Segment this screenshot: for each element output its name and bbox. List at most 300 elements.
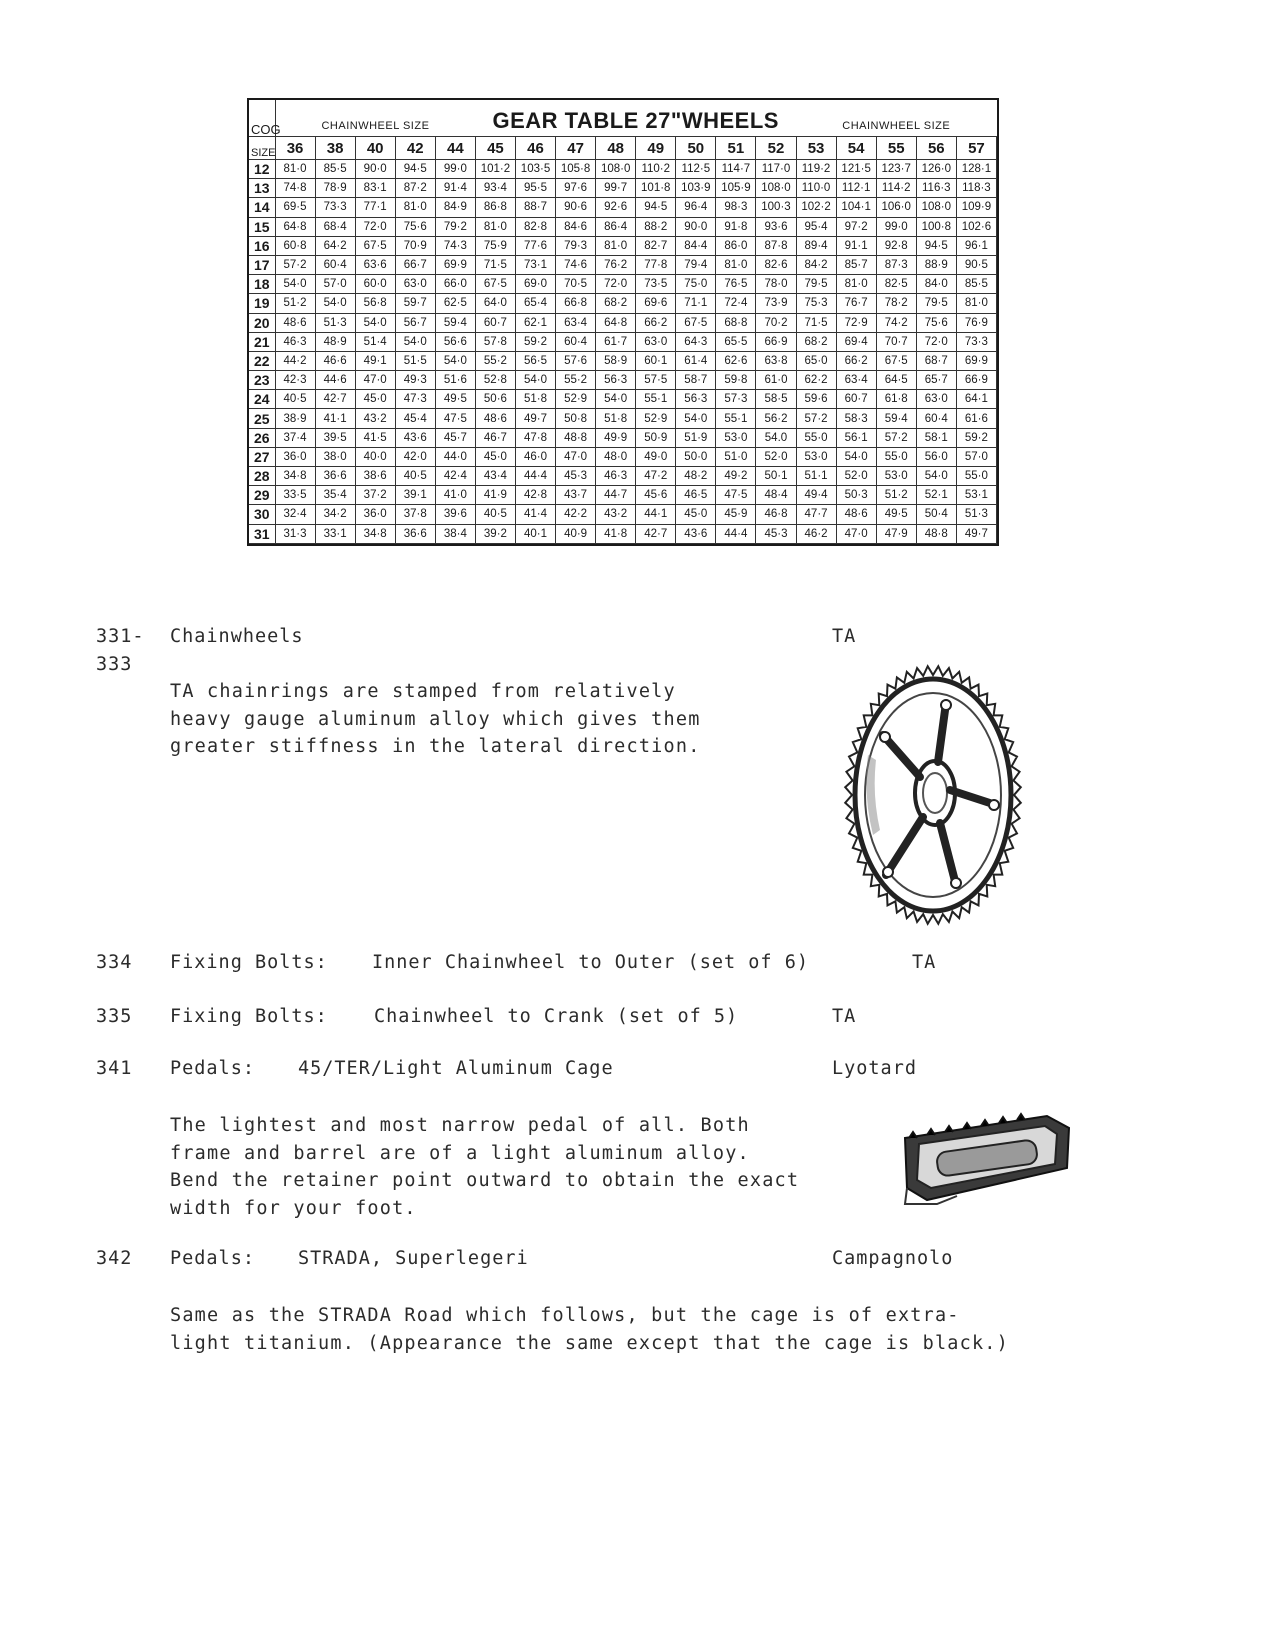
gear-value-cell: 66·9 xyxy=(756,332,796,351)
gear-value-cell: 44·7 xyxy=(596,486,636,505)
gear-value-cell: 93·6 xyxy=(756,217,796,236)
gear-value-cell: 54·0 xyxy=(435,351,475,370)
gear-value-cell: 45·4 xyxy=(395,409,435,428)
gear-value-cell: 96·1 xyxy=(956,236,996,255)
gear-value-cell: 49·7 xyxy=(956,524,996,543)
gear-value-cell: 53·0 xyxy=(716,428,756,447)
chainring-illustration-icon xyxy=(838,665,1020,925)
gear-value-cell: 63·8 xyxy=(756,351,796,370)
gear-value-cell: 59·2 xyxy=(515,332,555,351)
gear-value-cell: 48·2 xyxy=(676,467,716,486)
gear-value-cell: 75·6 xyxy=(395,217,435,236)
gear-value-cell: 44·0 xyxy=(435,447,475,466)
gear-value-cell: 96·4 xyxy=(676,198,716,217)
gear-table-body xyxy=(249,160,997,544)
gear-value-cell: 123·7 xyxy=(876,160,916,179)
gear-value-cell: 47·2 xyxy=(636,467,676,486)
gear-value-cell: 48·6 xyxy=(475,409,515,428)
gear-value-cell: 82·8 xyxy=(515,217,555,236)
gear-table-row xyxy=(249,313,997,332)
gear-value-cell: 47·5 xyxy=(435,409,475,428)
gear-value-cell: 110·2 xyxy=(636,160,676,179)
gear-value-cell: 66·0 xyxy=(435,275,475,294)
gear-value-cell: 92·8 xyxy=(876,236,916,255)
gear-value-cell: 35·4 xyxy=(315,486,355,505)
gear-value-cell: 91·4 xyxy=(435,179,475,198)
gear-value-cell: 66·9 xyxy=(956,371,996,390)
gear-value-cell: 84·0 xyxy=(916,275,956,294)
chainwheels-desc-line: TA chainrings are stamped from relatively xyxy=(170,681,676,702)
gear-value-cell: 41·0 xyxy=(435,486,475,505)
gear-value-cell: 73·5 xyxy=(636,275,676,294)
gear-value-cell: 68·8 xyxy=(716,313,756,332)
cog-label-top xyxy=(249,100,281,137)
chainwheel-size-header: 45 xyxy=(475,137,515,160)
gear-value-cell: 54·0 xyxy=(275,275,315,294)
gear-table-row xyxy=(249,160,997,179)
chainwheel-size-header: 50 xyxy=(676,137,716,160)
gear-value-cell: 69·9 xyxy=(956,351,996,370)
gear-value-cell: 56·3 xyxy=(676,390,716,409)
pedals-strada-label: Pedals: xyxy=(170,1248,255,1269)
gear-value-cell: 81·0 xyxy=(275,160,315,179)
gear-value-cell: 67·5 xyxy=(355,236,395,255)
gear-value-cell: 61·0 xyxy=(756,371,796,390)
gear-value-cell: 105·9 xyxy=(716,179,756,198)
gear-value-cell: 73·3 xyxy=(956,332,996,351)
gear-value-cell: 81·0 xyxy=(956,294,996,313)
gear-value-cell: 43·6 xyxy=(395,428,435,447)
cog-size-cell: 19 xyxy=(249,294,275,313)
gear-value-cell: 36·0 xyxy=(275,447,315,466)
gear-value-cell: 54·0 xyxy=(395,332,435,351)
chainwheel-size-header: 46 xyxy=(515,137,555,160)
gear-value-cell: 46·8 xyxy=(756,505,796,524)
chainwheels-desc-line: heavy gauge aluminum alloy which gives them xyxy=(170,708,701,730)
gear-value-cell: 57·0 xyxy=(315,275,355,294)
gear-value-cell: 70·7 xyxy=(876,332,916,351)
item-number-334: 334 xyxy=(96,952,133,973)
gear-value-cell: 112·1 xyxy=(836,179,876,198)
gear-value-cell: 56·0 xyxy=(916,447,956,466)
cog-size-cell: 18 xyxy=(249,275,275,294)
cog-size-cell: 30 xyxy=(249,505,275,524)
gear-value-cell: 60·7 xyxy=(836,390,876,409)
pedals-lyotard-desc-line: frame and barrel are of a light aluminum alloy. xyxy=(170,1142,750,1164)
gear-value-cell: 81·0 xyxy=(716,255,756,274)
gear-value-cell: 101·8 xyxy=(636,179,676,198)
gear-value-cell: 103·5 xyxy=(515,160,555,179)
cog-size-cell: 26 xyxy=(249,428,275,447)
gear-value-cell: 47·0 xyxy=(836,524,876,543)
gear-value-cell: 55·2 xyxy=(556,371,596,390)
gear-value-cell: 126·0 xyxy=(916,160,956,179)
gear-value-cell: 97·6 xyxy=(556,179,596,198)
gear-value-cell: 79·2 xyxy=(435,217,475,236)
gear-value-cell: 49·5 xyxy=(435,390,475,409)
gear-value-cell: 45·9 xyxy=(716,505,756,524)
gear-value-cell: 45·7 xyxy=(435,428,475,447)
gear-value-cell: 55·0 xyxy=(796,428,836,447)
gear-value-cell: 112·5 xyxy=(676,160,716,179)
gear-table-row xyxy=(249,524,997,543)
gear-value-cell: 73·3 xyxy=(315,198,355,217)
gear-value-cell: 50·4 xyxy=(916,505,956,524)
gear-value-cell: 81·0 xyxy=(836,275,876,294)
gear-value-cell: 117·0 xyxy=(756,160,796,179)
gear-table-row xyxy=(249,332,997,351)
gear-value-cell: 42·8 xyxy=(515,486,555,505)
gear-value-cell: 65·5 xyxy=(716,332,756,351)
gear-value-cell: 85·7 xyxy=(836,255,876,274)
gear-value-cell: 60·4 xyxy=(315,255,355,274)
gear-value-cell: 72·4 xyxy=(716,294,756,313)
gear-value-cell: 79·4 xyxy=(676,255,716,274)
gear-table-header xyxy=(249,100,997,137)
bolts-crank-label: Fixing Bolts: xyxy=(170,1006,328,1027)
chainwheel-size-header: 48 xyxy=(596,137,636,160)
gear-value-cell: 79·5 xyxy=(796,275,836,294)
gear-value-cell: 51·2 xyxy=(876,486,916,505)
pedals-lyotard-description xyxy=(170,1112,799,1222)
gear-value-cell: 106·0 xyxy=(876,198,916,217)
gear-value-cell: 63·4 xyxy=(556,313,596,332)
gear-value-cell: 73·1 xyxy=(515,255,555,274)
gear-value-cell: 50·9 xyxy=(636,428,676,447)
gear-value-cell: 39·1 xyxy=(395,486,435,505)
gear-value-cell: 74·3 xyxy=(435,236,475,255)
gear-value-cell: 90·6 xyxy=(556,198,596,217)
gear-value-cell: 52·0 xyxy=(756,447,796,466)
gear-value-cell: 53·0 xyxy=(876,467,916,486)
gear-value-cell: 58·5 xyxy=(756,390,796,409)
gear-value-cell: 39·5 xyxy=(315,428,355,447)
gear-value-cell: 45·0 xyxy=(475,447,515,466)
gear-value-cell: 45·3 xyxy=(756,524,796,543)
gear-value-cell: 70·9 xyxy=(395,236,435,255)
gear-value-cell: 98·3 xyxy=(716,198,756,217)
gear-value-cell: 95·4 xyxy=(796,217,836,236)
gear-value-cell: 43·2 xyxy=(596,505,636,524)
pedals-strada-text: STRADA, Superlegeri xyxy=(298,1248,529,1269)
gear-value-cell: 82·5 xyxy=(876,275,916,294)
gear-value-cell: 47·0 xyxy=(355,371,395,390)
chainwheel-label-left: CHAINWHEEL SIZE xyxy=(321,120,430,132)
gear-value-cell: 46·0 xyxy=(515,447,555,466)
pedals-lyotard-desc-line: The lightest and most narrow pedal of all. Both xyxy=(170,1115,750,1136)
gear-value-cell: 64·2 xyxy=(315,236,355,255)
gear-value-cell: 69·5 xyxy=(275,198,315,217)
gear-value-cell: 114·7 xyxy=(716,160,756,179)
gear-table-row xyxy=(249,294,997,313)
gear-value-cell: 53·1 xyxy=(956,486,996,505)
gear-value-cell: 97·2 xyxy=(836,217,876,236)
gear-value-cell: 45·0 xyxy=(676,505,716,524)
pedals-strada-desc-line: light titanium. (Appearance the same except that the cage is black.) xyxy=(170,1332,1009,1354)
gear-value-cell: 52·9 xyxy=(636,409,676,428)
gear-value-cell: 72·0 xyxy=(916,332,956,351)
gear-value-cell: 47·5 xyxy=(716,486,756,505)
gear-value-cell: 61·6 xyxy=(956,409,996,428)
gear-table-row xyxy=(249,351,997,370)
gear-value-cell: 40·5 xyxy=(275,390,315,409)
gear-value-cell: 50·3 xyxy=(836,486,876,505)
bolts-inner-brand: TA xyxy=(912,952,937,973)
gear-value-cell: 41·4 xyxy=(515,505,555,524)
cog-size-cell: 22 xyxy=(249,351,275,370)
gear-value-cell: 56·2 xyxy=(756,409,796,428)
gear-value-cell: 55·0 xyxy=(956,467,996,486)
pedals-strada-description xyxy=(170,1302,1009,1357)
gear-table-row xyxy=(249,428,997,447)
gear-value-cell: 85·5 xyxy=(315,160,355,179)
gear-value-cell: 63·4 xyxy=(836,371,876,390)
gear-value-cell: 37·2 xyxy=(355,486,395,505)
gear-value-cell: 38·4 xyxy=(435,524,475,543)
pedals-strada-brand: Campagnolo xyxy=(832,1248,954,1269)
gear-value-cell: 114·2 xyxy=(876,179,916,198)
cog-size-cell: 14 xyxy=(249,198,275,217)
gear-value-cell: 36·6 xyxy=(395,524,435,543)
gear-value-cell: 42·3 xyxy=(275,371,315,390)
gear-value-cell: 94·5 xyxy=(395,160,435,179)
gear-value-cell: 52·1 xyxy=(916,486,956,505)
gear-table xyxy=(247,98,999,546)
gear-value-cell: 68·4 xyxy=(315,217,355,236)
gear-value-cell: 90·0 xyxy=(355,160,395,179)
gear-value-cell: 51·1 xyxy=(796,467,836,486)
gear-value-cell: 66·8 xyxy=(556,294,596,313)
gear-value-cell: 90·0 xyxy=(676,217,716,236)
gear-value-cell: 48·8 xyxy=(556,428,596,447)
gear-value-cell: 58·7 xyxy=(676,371,716,390)
gear-value-cell: 63·0 xyxy=(916,390,956,409)
gear-value-cell: 84·4 xyxy=(676,236,716,255)
gear-value-cell: 49·2 xyxy=(716,467,756,486)
gear-value-cell: 62·2 xyxy=(796,371,836,390)
gear-value-cell: 46·2 xyxy=(796,524,836,543)
gear-value-cell: 33·1 xyxy=(315,524,355,543)
gear-value-cell: 69·0 xyxy=(515,275,555,294)
gear-value-cell: 46·5 xyxy=(676,486,716,505)
gear-value-cell: 61·4 xyxy=(676,351,716,370)
gear-value-cell: 42·2 xyxy=(556,505,596,524)
gear-value-cell: 75·3 xyxy=(796,294,836,313)
chainwheel-size-header: 38 xyxy=(315,137,355,160)
gear-value-cell: 48·6 xyxy=(275,313,315,332)
gear-value-cell: 64·8 xyxy=(596,313,636,332)
gear-value-cell: 77·6 xyxy=(515,236,555,255)
gear-value-cell: 45·0 xyxy=(355,390,395,409)
gear-value-cell: 104·1 xyxy=(836,198,876,217)
gear-value-cell: 116·3 xyxy=(916,179,956,198)
gear-value-cell: 58·9 xyxy=(596,351,636,370)
gear-value-cell: 34·8 xyxy=(355,524,395,543)
gear-value-cell: 95·5 xyxy=(515,179,555,198)
gear-value-cell: 76·7 xyxy=(836,294,876,313)
gear-value-cell: 60·0 xyxy=(355,275,395,294)
gear-value-cell: 58·3 xyxy=(836,409,876,428)
gear-value-cell: 50·6 xyxy=(475,390,515,409)
gear-value-cell: 40·0 xyxy=(355,447,395,466)
gear-value-cell: 88·2 xyxy=(636,217,676,236)
cog-size-cell: 15 xyxy=(249,217,275,236)
gear-table-row xyxy=(249,371,997,390)
gear-value-cell: 101·2 xyxy=(475,160,515,179)
gear-value-cell: 86·8 xyxy=(475,198,515,217)
gear-value-cell: 49·0 xyxy=(636,447,676,466)
item-number-342: 342 xyxy=(96,1248,133,1269)
chainwheel-size-header: 49 xyxy=(636,137,676,160)
gear-value-cell: 54.0 xyxy=(756,428,796,447)
pedals-lyotard-desc-line: Bend the retainer point outward to obtain the exact xyxy=(170,1170,800,1191)
gear-value-cell: 52·0 xyxy=(836,467,876,486)
gear-value-cell: 110·0 xyxy=(796,179,836,198)
gear-value-cell: 39·6 xyxy=(435,505,475,524)
gear-value-cell: 57·5 xyxy=(636,371,676,390)
gear-value-cell: 84·9 xyxy=(435,198,475,217)
chainwheel-size-header: 44 xyxy=(435,137,475,160)
gear-value-cell: 94·5 xyxy=(916,236,956,255)
gear-value-cell: 51·2 xyxy=(275,294,315,313)
gear-value-cell: 56·6 xyxy=(435,332,475,351)
gear-value-cell: 74·6 xyxy=(556,255,596,274)
cog-size-cell: 28 xyxy=(249,467,275,486)
cog-size-cell: 29 xyxy=(249,486,275,505)
gear-value-cell: 54·0 xyxy=(315,294,355,313)
pedals-lyotard-text: 45/TER/Light Aluminum Cage xyxy=(298,1058,614,1079)
gear-value-cell: 61·8 xyxy=(876,390,916,409)
cog-size-cell: 13 xyxy=(249,179,275,198)
gear-value-cell: 70·5 xyxy=(556,275,596,294)
gear-value-cell: 42·7 xyxy=(636,524,676,543)
gear-value-cell: 54·0 xyxy=(916,467,956,486)
gear-value-cell: 71·5 xyxy=(475,255,515,274)
gear-value-cell: 50·8 xyxy=(556,409,596,428)
cog-label-bottom: SIZE xyxy=(249,137,275,160)
gear-value-cell: 62·6 xyxy=(716,351,756,370)
chainwheel-size-row xyxy=(249,137,997,160)
gear-value-cell: 103·9 xyxy=(676,179,716,198)
pedals-lyotard-label: Pedals: xyxy=(170,1058,255,1079)
gear-value-cell: 52·8 xyxy=(475,371,515,390)
gear-value-cell: 66·7 xyxy=(395,255,435,274)
gear-value-cell: 43·2 xyxy=(355,409,395,428)
gear-value-cell: 57·2 xyxy=(275,255,315,274)
gear-value-cell: 50·1 xyxy=(756,467,796,486)
gear-value-cell: 57·8 xyxy=(475,332,515,351)
gear-value-cell: 52·9 xyxy=(556,390,596,409)
chainwheel-size-header: 56 xyxy=(916,137,956,160)
gear-table-row xyxy=(249,390,997,409)
gear-table-row xyxy=(249,236,997,255)
gear-value-cell: 100·3 xyxy=(756,198,796,217)
gear-value-cell: 51·9 xyxy=(676,428,716,447)
gear-value-cell: 33·5 xyxy=(275,486,315,505)
chainwheel-size-header: 42 xyxy=(395,137,435,160)
gear-value-cell: 74·8 xyxy=(275,179,315,198)
item-number-331: 331- xyxy=(96,626,145,647)
gear-value-cell: 51·8 xyxy=(515,390,555,409)
item-number-333: 333 xyxy=(96,654,133,675)
gear-value-cell: 72·9 xyxy=(836,313,876,332)
gear-value-cell: 88·7 xyxy=(515,198,555,217)
gear-table-row xyxy=(249,275,997,294)
gear-value-cell: 91·1 xyxy=(836,236,876,255)
gear-value-cell: 90·5 xyxy=(956,255,996,274)
gear-value-cell: 40·5 xyxy=(395,467,435,486)
gear-value-cell: 84·2 xyxy=(796,255,836,274)
gear-value-cell: 84·6 xyxy=(556,217,596,236)
gear-value-cell: 66·2 xyxy=(636,313,676,332)
gear-value-cell: 53·0 xyxy=(796,447,836,466)
gear-value-cell: 57·6 xyxy=(556,351,596,370)
gear-value-cell: 108·0 xyxy=(916,198,956,217)
gear-value-cell: 41·5 xyxy=(355,428,395,447)
gear-value-cell: 119·2 xyxy=(796,160,836,179)
gear-value-cell: 69·6 xyxy=(636,294,676,313)
gear-value-cell: 57·0 xyxy=(956,447,996,466)
bolts-inner-label: Fixing Bolts: xyxy=(170,952,328,973)
gear-value-cell: 102·6 xyxy=(956,217,996,236)
gear-table-row xyxy=(249,255,997,274)
gear-value-cell: 45·6 xyxy=(636,486,676,505)
gear-value-cell: 68·7 xyxy=(916,351,956,370)
gear-table-row xyxy=(249,486,997,505)
gear-value-cell: 78·0 xyxy=(756,275,796,294)
gear-value-cell: 46·3 xyxy=(596,467,636,486)
gear-value-cell: 128·1 xyxy=(956,160,996,179)
gear-value-cell: 40·9 xyxy=(556,524,596,543)
gear-value-cell: 59·8 xyxy=(716,371,756,390)
gear-value-cell: 40·1 xyxy=(515,524,555,543)
gear-value-cell: 41·1 xyxy=(315,409,355,428)
gear-value-cell: 46·3 xyxy=(275,332,315,351)
pedals-lyotard-desc-line: width for your foot. xyxy=(170,1197,417,1219)
gear-value-cell: 102·2 xyxy=(796,198,836,217)
gear-value-cell: 81·0 xyxy=(475,217,515,236)
gear-table-row xyxy=(249,409,997,428)
gear-value-cell: 100·8 xyxy=(916,217,956,236)
gear-value-cell: 58·1 xyxy=(916,428,956,447)
item-number-335: 335 xyxy=(96,1006,133,1027)
gear-table-row xyxy=(249,198,997,217)
gear-value-cell: 81·0 xyxy=(596,236,636,255)
gear-value-cell: 31·3 xyxy=(275,524,315,543)
gear-value-cell: 70·2 xyxy=(756,313,796,332)
gear-value-cell: 44·1 xyxy=(636,505,676,524)
gear-value-cell: 66·2 xyxy=(836,351,876,370)
chainwheel-size-header: 47 xyxy=(556,137,596,160)
gear-value-cell: 45·3 xyxy=(556,467,596,486)
cog-size-cell: 12 xyxy=(249,160,275,179)
gear-value-cell: 51·4 xyxy=(355,332,395,351)
gear-value-cell: 64·3 xyxy=(676,332,716,351)
gear-value-cell: 43·4 xyxy=(475,467,515,486)
gear-value-cell: 55·2 xyxy=(475,351,515,370)
chainwheel-size-header: 52 xyxy=(756,137,796,160)
cog-size-cell: 31 xyxy=(249,524,275,543)
gear-value-cell: 38·9 xyxy=(275,409,315,428)
gear-value-cell: 94·5 xyxy=(636,198,676,217)
gear-value-cell: 92·6 xyxy=(596,198,636,217)
gear-value-cell: 49·5 xyxy=(876,505,916,524)
gear-value-cell: 47·3 xyxy=(395,390,435,409)
chainwheel-size-header: 53 xyxy=(796,137,836,160)
gear-value-cell: 64·8 xyxy=(275,217,315,236)
cog-size-cell: 23 xyxy=(249,371,275,390)
gear-value-cell: 78·9 xyxy=(315,179,355,198)
